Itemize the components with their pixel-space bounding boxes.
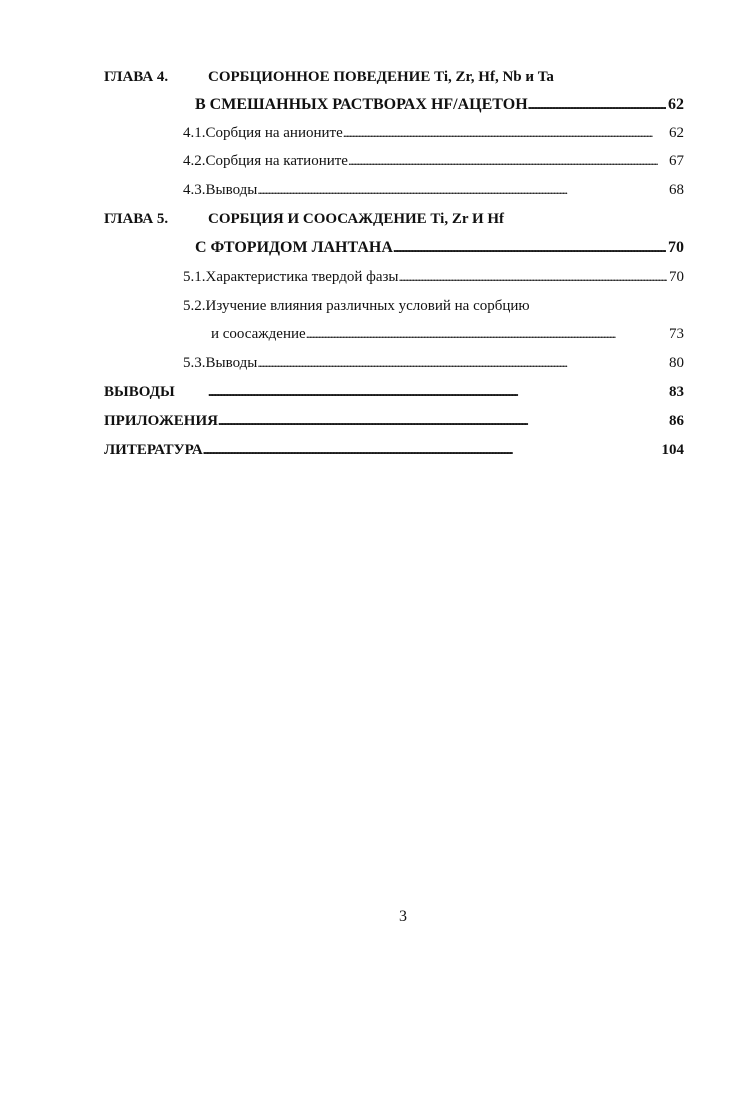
leader-dots <box>528 94 666 116</box>
chapter-5-label: ГЛАВА 5. <box>104 211 169 227</box>
toc-entry-title: 5.3.Выводы <box>183 355 258 371</box>
leader-dots <box>257 179 667 201</box>
toc-entry-page: 83 <box>669 384 684 400</box>
chapter-4-label: ГЛАВА 4. <box>104 69 169 85</box>
leader-dots <box>393 237 666 259</box>
chapter-5-page: 70 <box>668 239 684 256</box>
toc-appendices <box>104 410 684 432</box>
leader-dots <box>208 381 667 403</box>
leader-dots <box>348 150 667 172</box>
leader-dots <box>399 266 668 288</box>
toc-entry-5-3 <box>183 352 684 374</box>
leader-dots <box>257 352 667 374</box>
toc-entry-page: 70 <box>669 269 684 285</box>
toc-entry-5-1 <box>183 266 684 288</box>
toc-entry-title: и соосаждение <box>211 326 306 342</box>
toc-entry-title: ПРИЛОЖЕНИЯ <box>104 413 218 429</box>
toc-entry-page: 68 <box>669 182 684 198</box>
toc-entry-page: 86 <box>669 413 684 429</box>
toc-entry-title: ВЫВОДЫ <box>104 384 175 400</box>
leader-dots <box>203 439 660 461</box>
chapter-4-page: 62 <box>668 96 684 113</box>
toc-entry-page: 104 <box>661 442 684 458</box>
toc-entry-4-1 <box>183 122 684 144</box>
toc-references <box>104 439 684 461</box>
leader-dots <box>218 410 667 432</box>
page-number: 3 <box>399 908 407 925</box>
chapter-5-title-line2-row <box>195 237 684 259</box>
chapter-4-title-line2-row <box>195 94 684 116</box>
leader-dots <box>306 323 667 345</box>
toc-entry-title: 5.1.Характеристика твердой фазы <box>183 269 399 285</box>
toc-entry-title: 4.2.Сорбция на катионите <box>183 153 348 169</box>
toc-entry-page: 80 <box>669 355 684 371</box>
chapter-5-title-line1: СОРБЦИЯ И СООСАЖДЕНИЕ Ti, Zr И Hf <box>208 211 505 227</box>
toc-entry-page: 62 <box>669 125 684 141</box>
toc-entry-page: 67 <box>669 153 684 169</box>
toc-conclusions <box>104 381 684 403</box>
toc-entry-5-2-line1: 5.2.Изучение влияния различных условий на сорбцию <box>183 298 530 314</box>
toc-entry-title: ЛИТЕРАТУРА <box>104 442 203 458</box>
toc-entry-4-2 <box>183 150 684 172</box>
toc-entry-title: 4.1.Сорбция на анионите <box>183 125 343 141</box>
chapter-4-title-line1: СОРБЦИОННОЕ ПОВЕДЕНИЕ Ti, Zr, Hf, Nb и Ta <box>208 69 554 85</box>
toc-entry-4-3 <box>183 179 684 201</box>
toc-entry-5-2-line2 <box>211 323 684 345</box>
chapter-4-title-line2: В СМЕШАННЫХ РАСТВОРАХ HF/АЦЕТОН <box>195 96 528 113</box>
toc-entry-title: 4.3.Выводы <box>183 182 258 198</box>
toc-entry-page: 73 <box>669 326 684 342</box>
leader-dots <box>343 122 667 144</box>
chapter-5-title-line2: С ФТОРИДОМ ЛАНТАНА <box>195 239 393 256</box>
